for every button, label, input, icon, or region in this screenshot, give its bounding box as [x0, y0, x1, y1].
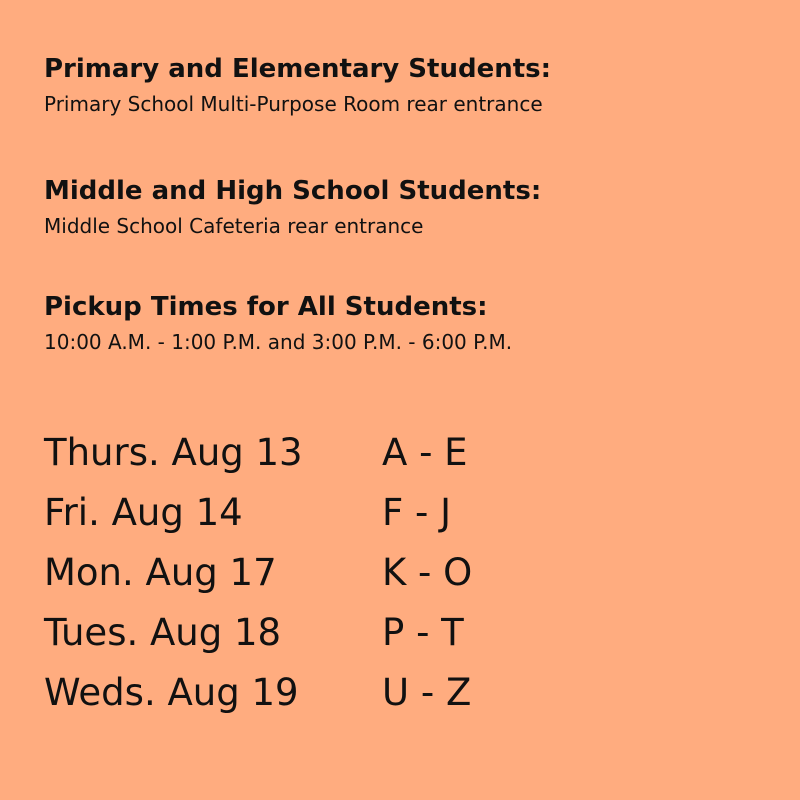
schedule-row [44, 428, 764, 488]
schedule-letter-range: P - T [382, 611, 464, 654]
pickup-times-section [44, 290, 780, 356]
schedule-letter-range: A - E [382, 431, 468, 474]
schedule-letter-range: F - J [382, 491, 452, 534]
schedule-day: Mon. Aug 17 [44, 551, 277, 594]
primary-elementary-section [44, 52, 780, 118]
middle-high-location: Middle School Cafeteria rear entrance [44, 214, 424, 238]
schedule-day: Fri. Aug 14 [44, 491, 243, 534]
schedule-letter-range: K - O [382, 551, 473, 594]
pickup-times-value: 10:00 A.M. - 1:00 P.M. and 3:00 P.M. - 6:00 P.M. [44, 330, 513, 354]
schedule-row [44, 608, 764, 668]
primary-elementary-location: Primary School Multi-Purpose Room rear entrance [44, 92, 543, 116]
schedule-row [44, 548, 764, 608]
schedule-day: Tues. Aug 18 [44, 611, 282, 654]
primary-elementary-heading: Primary and Elementary Students: [44, 54, 552, 84]
middle-high-section [44, 174, 780, 240]
schedule-row [44, 488, 764, 548]
schedule-row [44, 668, 764, 728]
schedule-letter-range: U - Z [382, 671, 472, 714]
schedule-day: Weds. Aug 19 [44, 671, 299, 714]
schedule-day: Thurs. Aug 13 [44, 431, 303, 474]
pickup-times-heading: Pickup Times for All Students: [44, 292, 488, 322]
pickup-schedule [44, 428, 764, 728]
middle-high-heading: Middle and High School Students: [44, 176, 542, 206]
